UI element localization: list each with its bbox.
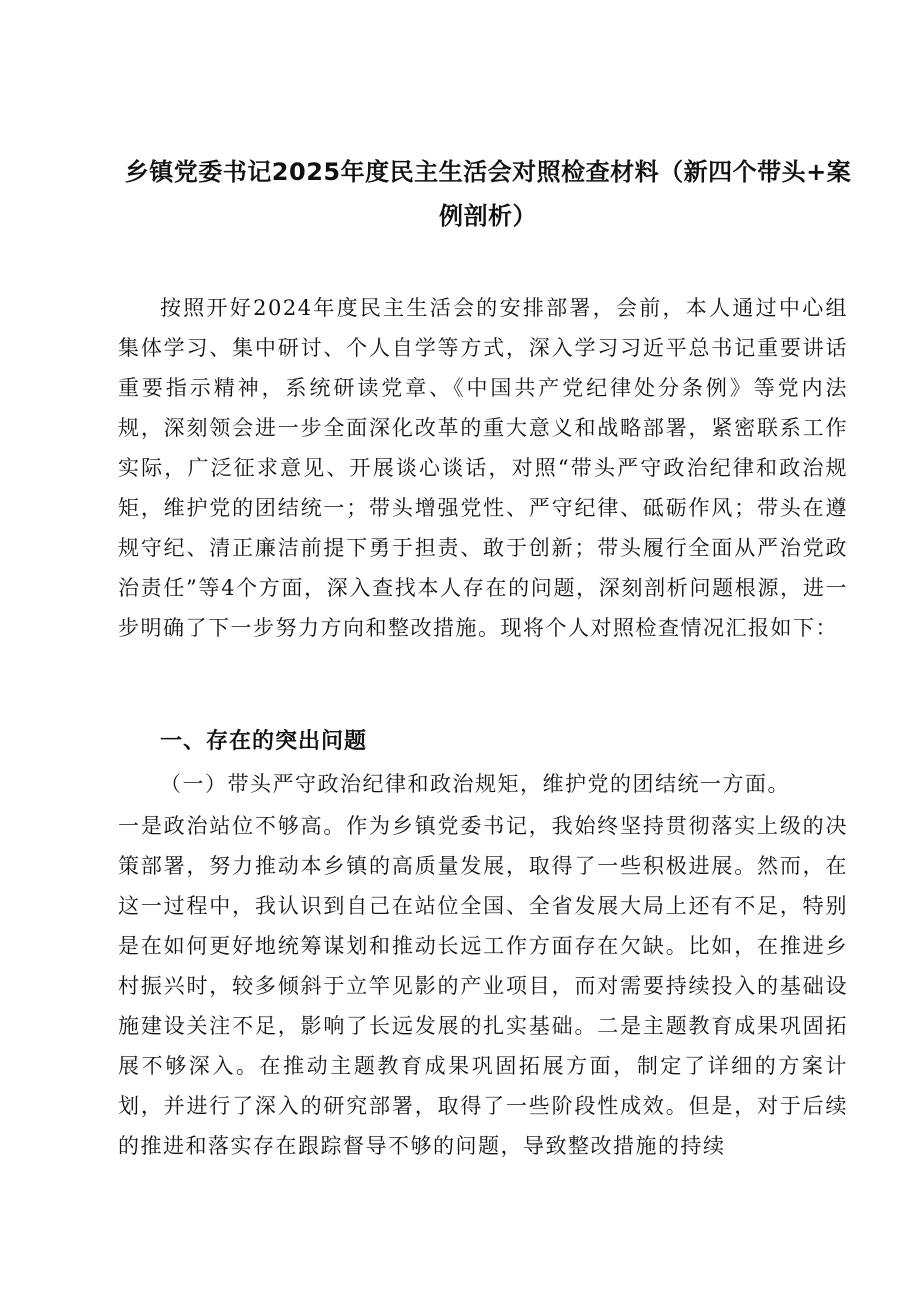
- intro-paragraph: 按照开好2024年度民主生活会的安排部署，会前，本人通过中心组集体学习、集中研讨、个人自学等方式，深入学习习近平总书记重要讲话重要指示精神，系统研读党章、《中国共产党纪律处分条例》等党内法规，深刻领会进一步全面深化改革的重大意义和战略部署，紧密联系工作实际，广泛征求意见、开展谈心谈话，对照“带头严守政治纪律和政治规矩，维护党的团结统一；带头增强党性、严守纪律、砥砺作风；带头在遵规守纪、清正廉洁前提下勇于担责、敢于创新；带头履行全面从严治党政治责任”等4个方面，深入查找本人存在的问题，深刻剖析问题根源，进一步明确了下一步努力方向和整改措施。现将个人对照检查情况汇报如下：: [118, 296, 848, 640]
- body-paragraph: 一是政治站位不够高。作为乡镇党委书记，我始终坚持贯彻落实上级的决策部署，努力推动本乡镇的高质量发展，取得了一些积极进展。然而，在这一过程中，我认识到自己在站位全国、全省发展大局上还有不足，特别是在如何更好地统筹谋划和推动长远工作方面存在欠缺。比如，在推进乡村振兴时，较多倾斜于立竿见影的产业项目，而对需要持续投入的基础设施建设关注不足，影响了长远发展的扎实基础。二是主题教育成果巩固拓展不够深入。在推动主题教育成果巩固拓展方面，制定了详细的方案计划，并进行了深入的研究部署，取得了一些阶段性成效。但是，对于后续的推进和落实存在跟踪督导不够的问题，导致整改措施的持续: [118, 814, 848, 1158]
- subsection-heading: （一）带头严守政治纪律和政治规矩，维护党的团结统一方面。: [160, 772, 790, 796]
- section-heading: 一、存在的突出问题: [160, 729, 368, 754]
- document-title: 乡镇党委书记2025年度民主生活会对照检查材料（新四个带头+案例剖析）: [124, 158, 852, 230]
